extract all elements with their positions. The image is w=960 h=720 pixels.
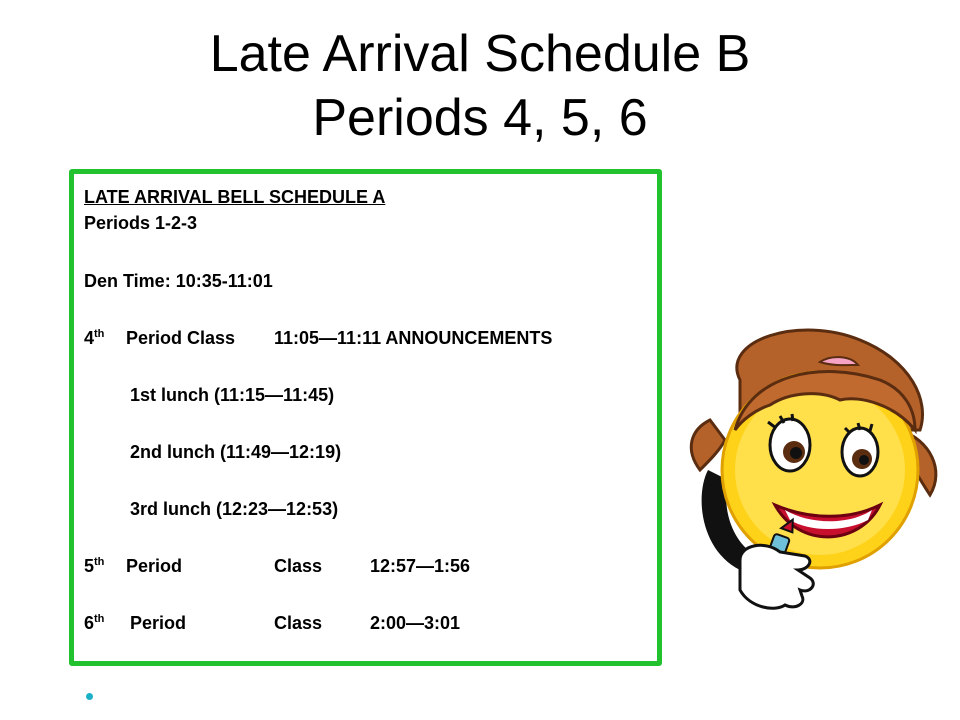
lunch-3: 3rd lunch (12:23—12:53) xyxy=(130,499,339,519)
lunch-2: 2nd lunch (11:49—12:19) xyxy=(130,442,342,462)
period-6-time: 2:00—3:01 xyxy=(370,613,461,633)
period-4-label: Period Class xyxy=(126,328,236,348)
slide-title xyxy=(0,22,960,150)
period-5-label: Period xyxy=(126,556,183,576)
period-6-class: Class xyxy=(274,613,323,633)
period-4-ordinal: th xyxy=(94,328,105,340)
lipstick-emoji-icon xyxy=(680,320,950,620)
period-6-ordinal: th xyxy=(94,613,105,625)
period-5-number: 5 xyxy=(84,556,95,576)
period-5-ordinal: th xyxy=(94,556,105,568)
schedule-heading: LATE ARRIVAL BELL SCHEDULE A xyxy=(84,187,386,207)
period-4-number: 4 xyxy=(84,328,95,348)
period-6-row xyxy=(84,609,104,638)
period-4-time: 11:05—11:11 ANNOUNCEMENTS xyxy=(274,328,553,348)
title-line-1: Late Arrival Schedule B xyxy=(209,25,751,83)
title-line-2: Periods 4, 5, 6 xyxy=(312,89,648,147)
period-6-number: 6 xyxy=(84,613,95,633)
period-5-class: Class xyxy=(274,556,323,576)
period-5-row xyxy=(84,552,104,581)
den-time: Den Time: 10:35-11:01 xyxy=(84,271,273,291)
bullet-icon xyxy=(86,693,93,700)
lunch-1: 1st lunch (11:15—11:45) xyxy=(130,385,335,405)
period-4-row xyxy=(84,324,104,353)
period-6-label: Period xyxy=(130,613,187,633)
schedule-box xyxy=(69,169,662,666)
period-5-time: 12:57—1:56 xyxy=(370,556,471,576)
schedule-subheading: Periods 1-2-3 xyxy=(84,213,198,233)
